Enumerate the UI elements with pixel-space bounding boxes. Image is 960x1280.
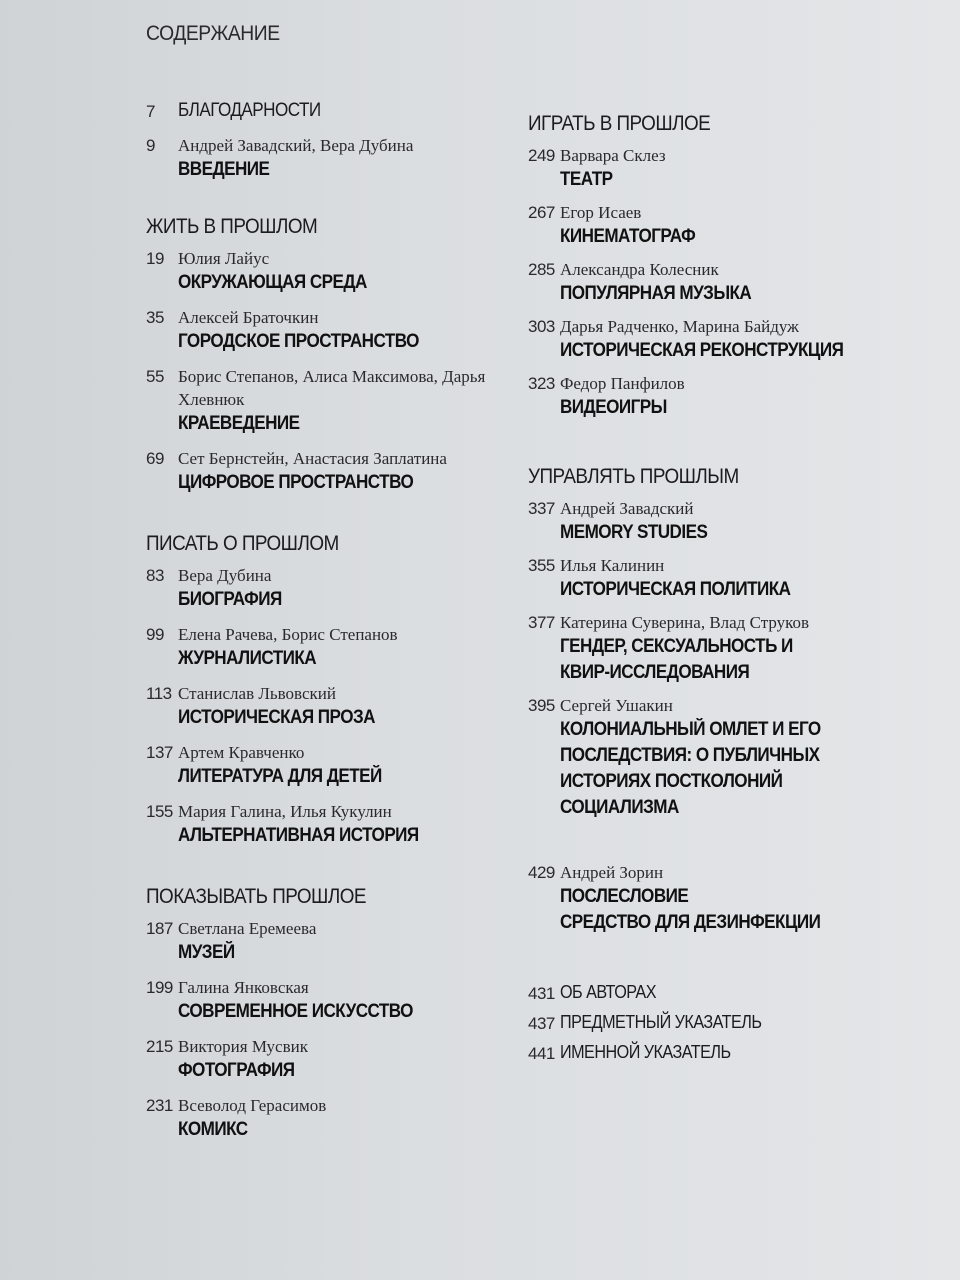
section-title: ИГРАТЬ В ПРОШЛОЕ xyxy=(528,112,711,135)
author: Варвара Склез xyxy=(560,146,666,165)
back-matter-label: ОБ АВТОРАХ xyxy=(560,982,656,1002)
chapter-title: ГЕНДЕР, СЕКСУАЛЬНОСТЬ И КВИР-ИССЛЕДОВАНИЯ xyxy=(560,636,793,683)
chapter-title: КОЛОНИАЛЬНЫЙ ОМЛЕТ И ЕГО ПОСЛЕДСТВИЯ: О ПУБЛИЧНЫХ ИСТОРИЯХ ПОСТКОЛОНИЙ СОЦИАЛИЗМА xyxy=(560,719,821,818)
page-number: 199 xyxy=(146,978,173,997)
page-number: 337 xyxy=(528,499,555,518)
author: Елена Рачева, Борис Степанов xyxy=(178,625,398,644)
page-title: СОДЕРЖАНИЕ xyxy=(146,22,280,45)
toc-entry[interactable] xyxy=(528,497,948,546)
toc-section xyxy=(146,885,526,1143)
toc-entry[interactable] xyxy=(146,741,526,790)
toc-entry[interactable] xyxy=(528,554,948,603)
section-title: ПОКАЗЫВАТЬ ПРОШЛОЕ xyxy=(146,885,366,908)
toc-entry[interactable] xyxy=(146,682,526,731)
author: Илья Калинин xyxy=(560,556,665,575)
chapter-subtitle: СРЕДСТВО ДЛЯ ДЕЗИНФЕКЦИИ xyxy=(560,912,821,933)
page-number: 7 xyxy=(146,102,155,121)
page-number: 55 xyxy=(146,367,164,386)
page-number: 285 xyxy=(528,260,555,279)
page-number: 69 xyxy=(146,449,164,468)
page-number: 323 xyxy=(528,374,555,393)
chapter-title: КИНЕМАТОГРАФ xyxy=(560,226,696,247)
page-number: 215 xyxy=(146,1037,173,1056)
author: Сет Бернстейн, Анастасия Заплатина xyxy=(178,449,447,468)
author: Юлия Лайус xyxy=(178,249,270,268)
page-number: 155 xyxy=(146,802,173,821)
author: Виктория Мусвик xyxy=(178,1037,308,1056)
author: Станислав Львовский xyxy=(178,684,336,703)
page-number: 429 xyxy=(528,863,555,882)
toc-entry-afterword[interactable] xyxy=(528,861,948,936)
toc-entry[interactable] xyxy=(146,917,526,966)
toc-entry-name-index[interactable] xyxy=(528,1042,948,1064)
section-title: УПРАВЛЯТЬ ПРОШЛЫМ xyxy=(528,465,739,488)
toc-entry[interactable] xyxy=(146,1094,526,1143)
chapter-title: ЖУРНАЛИСТИКА xyxy=(178,648,317,669)
chapter-title: ОКРУЖАЮЩАЯ СРЕДА xyxy=(178,272,367,293)
chapter-title: ИСТОРИЧЕСКАЯ ПОЛИТИКА xyxy=(560,579,791,600)
page-number: 137 xyxy=(146,743,173,762)
front-matter-label: БЛАГОДАРНОСТИ xyxy=(178,100,321,121)
page-number: 431 xyxy=(528,984,555,1003)
section-title: ЖИТЬ В ПРОШЛОМ xyxy=(146,215,318,238)
page-number: 19 xyxy=(146,249,164,268)
toc-right-column xyxy=(528,112,948,1064)
chapter-title: ЦИФРОВОЕ ПРОСТРАНСТВО xyxy=(178,472,414,493)
toc-entry[interactable] xyxy=(528,694,948,821)
chapter-title: ВВЕДЕНИЕ xyxy=(178,159,270,180)
author: Андрей Завадский xyxy=(560,499,694,518)
toc-entry[interactable] xyxy=(146,976,526,1025)
toc-entry[interactable] xyxy=(146,564,526,613)
page-number: 249 xyxy=(528,146,555,165)
chapter-title: ЛИТЕРАТУРА ДЛЯ ДЕТЕЙ xyxy=(178,766,382,787)
toc-entry[interactable] xyxy=(528,144,948,193)
author: Мария Галина, Илья Кукулин xyxy=(178,802,392,821)
toc-entry-introduction[interactable] xyxy=(146,134,526,183)
toc-entry[interactable] xyxy=(528,372,948,421)
chapter-title: ПОСЛЕСЛОВИЕ xyxy=(560,886,689,907)
back-matter-label: ПРЕДМЕТНЫЙ УКАЗАТЕЛЬ xyxy=(560,1012,762,1032)
chapter-title: СОВРЕМЕННОЕ ИСКУССТВО xyxy=(178,1001,413,1022)
toc-entry[interactable] xyxy=(146,800,526,849)
author: Андрей Зорин xyxy=(560,863,664,882)
toc-entry-acknowledgements[interactable] xyxy=(146,100,526,122)
author: Федор Панфилов xyxy=(560,374,685,393)
chapter-title: ТЕАТР xyxy=(560,169,613,190)
toc-entry[interactable] xyxy=(146,306,526,355)
toc-entry[interactable] xyxy=(528,611,948,686)
toc-section xyxy=(528,112,948,421)
toc-section xyxy=(146,532,526,849)
toc-left-column xyxy=(146,100,526,1143)
page-number: 395 xyxy=(528,696,555,715)
toc-entry[interactable] xyxy=(146,447,526,496)
toc-section xyxy=(528,465,948,821)
chapter-title: КОМИКС xyxy=(178,1119,248,1140)
author: Артем Кравченко xyxy=(178,743,305,762)
author: Всеволод Герасимов xyxy=(178,1096,327,1115)
page-number: 355 xyxy=(528,556,555,575)
toc-entry[interactable] xyxy=(528,258,948,307)
chapter-title: КРАЕВЕДЕНИЕ xyxy=(178,413,300,434)
chapter-title: ВИДЕОИГРЫ xyxy=(560,397,667,418)
toc-entry-about-authors[interactable] xyxy=(528,982,948,1004)
author: Галина Янковская xyxy=(178,978,309,997)
author: Катерина Суверина, Влад Струков xyxy=(560,613,810,632)
page-number: 113 xyxy=(146,684,172,703)
page-number: 83 xyxy=(146,566,164,585)
chapter-title: ФОТОГРАФИЯ xyxy=(178,1060,295,1081)
chapter-title: ИСТОРИЧЕСКАЯ РЕКОНСТРУКЦИЯ xyxy=(560,340,844,361)
page-number: 377 xyxy=(528,613,555,632)
toc-entry[interactable] xyxy=(146,247,526,296)
toc-entry[interactable] xyxy=(528,315,948,364)
page-number: 187 xyxy=(146,919,173,938)
author: Светлана Еремеева xyxy=(178,919,317,938)
back-matter-label: ИМЕННОЙ УКАЗАТЕЛЬ xyxy=(560,1042,731,1062)
page-number: 267 xyxy=(528,203,555,222)
author: Егор Исаев xyxy=(560,203,642,222)
page-number: 441 xyxy=(528,1044,555,1063)
author: Алексей Браточкин xyxy=(178,308,319,327)
author: Борис Степанов, Алиса Максимова, Дарья Хлевнюк xyxy=(178,367,486,409)
author: Александра Колесник xyxy=(560,260,719,279)
section-title: ПИСАТЬ О ПРОШЛОМ xyxy=(146,532,339,555)
author: Сергей Ушакин xyxy=(560,696,673,715)
author: Дарья Радченко, Марина Байдуж xyxy=(560,317,799,336)
page-number: 437 xyxy=(528,1014,555,1033)
toc-entry-subject-index[interactable] xyxy=(528,1012,948,1034)
chapter-title: ПОПУЛЯРНАЯ МУЗЫКА xyxy=(560,283,752,304)
toc-entry[interactable] xyxy=(146,623,526,672)
page-number: 303 xyxy=(528,317,555,336)
page-number: 35 xyxy=(146,308,164,327)
chapter-title: MEMORY STUDIES xyxy=(560,522,708,543)
page-number: 231 xyxy=(146,1096,173,1115)
chapter-title: АЛЬТЕРНАТИВНАЯ ИСТОРИЯ xyxy=(178,825,419,846)
toc-section xyxy=(146,215,526,496)
page-number: 99 xyxy=(146,625,164,644)
chapter-title: МУЗЕЙ xyxy=(178,942,235,963)
toc-entry[interactable] xyxy=(528,201,948,250)
author: Вера Дубина xyxy=(178,566,272,585)
chapter-title: БИОГРАФИЯ xyxy=(178,589,282,610)
author: Андрей Завадский, Вера Дубина xyxy=(178,136,414,155)
chapter-title: ГОРОДСКОЕ ПРОСТРАНСТВО xyxy=(178,331,419,352)
page-number: 9 xyxy=(146,136,155,155)
chapter-title: ИСТОРИЧЕСКАЯ ПРОЗА xyxy=(178,707,375,728)
toc-entry[interactable] xyxy=(146,1035,526,1084)
toc-entry[interactable] xyxy=(146,365,526,437)
